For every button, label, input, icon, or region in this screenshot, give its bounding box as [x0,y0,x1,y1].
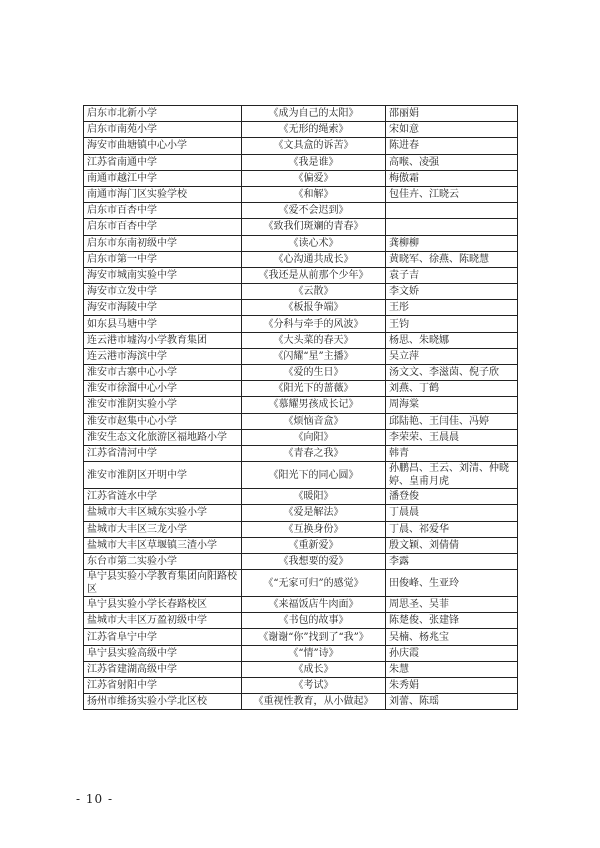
author-cell: 朱秀娟 [386,678,518,694]
table-row [84,300,518,316]
school-cell: 连云港市墟沟小学教育集团 [84,332,242,348]
table-row [84,154,518,170]
school-cell: 海安市曲塘镇中心小学 [84,138,242,154]
school-cell: 江苏省涟水中学 [84,489,242,505]
author-cell: 陈楚俊、张建锋 [386,613,518,629]
table-row [84,429,518,445]
table-row [84,332,518,348]
author-cell: 袁子吉 [386,267,518,283]
table-row [84,397,518,413]
title-cell: 《我还是从前那个少年》 [242,267,386,283]
school-cell: 海安市海陵中学 [84,300,242,316]
author-cell: 高喉、凌强 [386,154,518,170]
school-cell: 盐城市大丰区万盈初级中学 [84,613,242,629]
table-row [84,462,518,489]
page-number: - 10 - [76,792,114,806]
school-cell: 海安市城南实验中学 [84,267,242,283]
author-cell: 田俊峰、生亚玲 [386,570,518,597]
title-cell: 《致我们斑斓的青春》 [242,219,386,235]
title-cell: 《心沟通共成长》 [242,251,386,267]
title-cell: 《慕耀男孩成长记》 [242,397,386,413]
table-row [84,694,518,710]
title-cell: 《爱是解法》 [242,505,386,521]
title-cell: 《爱不会迟到》 [242,203,386,219]
author-cell: 宋如意 [386,122,518,138]
school-cell: 盐城市大丰区城东实验小学 [84,505,242,521]
title-cell: 《云散》 [242,284,386,300]
title-cell: 《分科与牵手的风波》 [242,316,386,332]
table-row [84,629,518,645]
title-cell: 《阳光下的蔷薇》 [242,381,386,397]
author-cell: 梅傲霜 [386,170,518,186]
author-cell: 杨思、朱晓娜 [386,332,518,348]
school-cell: 淮安市古寨中心小学 [84,365,242,381]
author-cell: 龚柳柳 [386,235,518,251]
table-row [84,122,518,138]
table-row [84,365,518,381]
title-cell: 《无形的绳索》 [242,122,386,138]
table-row [84,597,518,613]
school-cell: 东台市第二实验小学 [84,553,242,569]
author-cell: 周海棠 [386,397,518,413]
author-cell [386,203,518,219]
table-row [84,505,518,521]
award-list-table [83,105,518,710]
school-cell: 淮安市徐溜中心小学 [84,381,242,397]
table-row [84,613,518,629]
table-row [84,284,518,300]
school-cell: 南通市海门区实验学校 [84,186,242,202]
author-cell: 刘蕾、陈瑶 [386,694,518,710]
author-cell: 包佳卉、江晓云 [386,186,518,202]
table-row [84,138,518,154]
title-cell: 《成为自己的太阳》 [242,106,386,122]
author-cell: 邱陆艳、王闫佳、冯婷 [386,413,518,429]
title-cell: 《我想要的爱》 [242,553,386,569]
school-cell: 阜宁县实验小学长春路校区 [84,597,242,613]
title-cell: 《考试》 [242,678,386,694]
title-cell: 《爱的生日》 [242,365,386,381]
school-cell: 海安市立发中学 [84,284,242,300]
author-cell: 丁晨晨 [386,505,518,521]
author-cell: 潘登俊 [386,489,518,505]
author-cell: 陈进春 [386,138,518,154]
school-cell: 启东市第一中学 [84,251,242,267]
table-row [84,348,518,364]
school-cell: 阜宁县实验高级中学 [84,645,242,661]
table-row [84,316,518,332]
author-cell: 王钧 [386,316,518,332]
title-cell: 《阳光下的同心圆》 [242,462,386,489]
table-row [84,661,518,677]
table-row [84,521,518,537]
school-cell: 启东市百杏中学 [84,219,242,235]
title-cell: 《烦恼音盒》 [242,413,386,429]
author-cell: 朱慧 [386,661,518,677]
title-cell: 《读心术》 [242,235,386,251]
author-cell: 李荣荣、王晨晨 [386,429,518,445]
author-cell: 刘燕、丁鹤 [386,381,518,397]
title-cell: 《来福饭店牛肉面》 [242,597,386,613]
table-row [84,381,518,397]
school-cell: 南通市越江中学 [84,170,242,186]
author-cell: 邵丽娟 [386,106,518,122]
school-cell: 淮安生态文化旅游区福地路小学 [84,429,242,445]
school-cell: 淮安市淮阴实验小学 [84,397,242,413]
table-row [84,203,518,219]
table-row [84,413,518,429]
title-cell: 《和解》 [242,186,386,202]
school-cell: 江苏省南通中学 [84,154,242,170]
author-cell: 吴立萍 [386,348,518,364]
table-body [84,106,518,710]
table-row [84,219,518,235]
author-cell: 黄晓军、徐燕、陈晓慧 [386,251,518,267]
title-cell: 《向阳》 [242,429,386,445]
title-cell: 《重新爱》 [242,537,386,553]
school-cell: 盐城市大丰区三龙小学 [84,521,242,537]
table-row [84,186,518,202]
author-cell: 李文娇 [386,284,518,300]
title-cell: 《偏爱》 [242,170,386,186]
author-cell: 吴楠、杨兆宝 [386,629,518,645]
title-cell: 《“情”诗》 [242,645,386,661]
school-cell: 江苏省射阳中学 [84,678,242,694]
school-cell: 江苏省清河中学 [84,445,242,461]
school-cell: 江苏省建湖高级中学 [84,661,242,677]
table-row [84,537,518,553]
table-row [84,489,518,505]
title-cell: 《文具盒的诉苦》 [242,138,386,154]
school-cell: 盐城市大丰区草堰镇三渣小学 [84,537,242,553]
author-cell: 孙庆霞 [386,645,518,661]
title-cell: 《暖阳》 [242,489,386,505]
school-cell: 启东市东南初级中学 [84,235,242,251]
author-cell: 孙鹏昌、王云、刘清、仲晓婷、皇甫月虎 [386,462,518,489]
author-cell: 周思圣、吴菲 [386,597,518,613]
title-cell: 《“无家可归”的感觉》 [242,570,386,597]
author-cell: 王彤 [386,300,518,316]
author-cell: 丁晨、祁爱华 [386,521,518,537]
title-cell: 《青春之我》 [242,445,386,461]
table-row [84,235,518,251]
title-cell: 《大头菜的春天》 [242,332,386,348]
title-cell: 《谢谢“你”找到了“我”》 [242,629,386,645]
table-row [84,553,518,569]
table-row [84,570,518,597]
title-cell: 《重视性教育，从小做起》 [242,694,386,710]
title-cell: 《板报争端》 [242,300,386,316]
table-row [84,445,518,461]
school-cell: 淮安市淮阴区开明中学 [84,462,242,489]
author-cell [386,219,518,235]
school-cell: 江苏省阜宁中学 [84,629,242,645]
school-cell: 扬州市维扬实验小学北区校 [84,694,242,710]
title-cell: 《成长》 [242,661,386,677]
table-row [84,678,518,694]
school-cell: 如东县马塘中学 [84,316,242,332]
table-row [84,645,518,661]
school-cell: 启东市百杏中学 [84,203,242,219]
table-row [84,267,518,283]
school-cell: 淮安市赵集中心小学 [84,413,242,429]
author-cell: 韩青 [386,445,518,461]
school-cell: 启东市南苑小学 [84,122,242,138]
table-row [84,251,518,267]
title-cell: 《互换身份》 [242,521,386,537]
author-cell: 殷文颖、刘倩倩 [386,537,518,553]
title-cell: 《我是谁》 [242,154,386,170]
table-row [84,170,518,186]
school-cell: 阜宁县实验小学教育集团向阳路校区 [84,570,242,597]
table-row [84,106,518,122]
author-cell: 李露 [386,553,518,569]
school-cell: 启东市北新小学 [84,106,242,122]
author-cell: 汤文文、李滋茵、倪子欣 [386,365,518,381]
title-cell: 《闪耀“星”主播》 [242,348,386,364]
title-cell: 《书包的故事》 [242,613,386,629]
school-cell: 连云港市海滨中学 [84,348,242,364]
